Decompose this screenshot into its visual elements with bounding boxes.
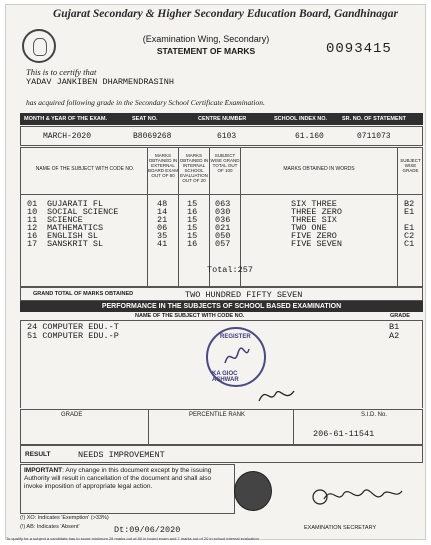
board-name: Gujarat Secondary & Higher Secondary Education Board, Gandhinagar <box>52 8 399 20</box>
secretary-signature-icon <box>310 483 406 509</box>
internal-header: MARKS OBTAINED IN INTERNAL SCHOOL EVALUATION OUT OF 20 <box>179 153 209 183</box>
school-subjects <box>27 323 119 341</box>
subject-total: 030 <box>215 207 231 217</box>
subject-name: SCIENCE <box>47 215 83 225</box>
month-year: MARCH-2020 <box>43 132 92 141</box>
result-row <box>20 445 423 463</box>
external-mark: 35 <box>157 231 168 241</box>
school-based-header <box>20 312 423 321</box>
marks-words: THREE SIX <box>291 215 337 225</box>
subject-total: 063 <box>215 199 231 209</box>
subject-grade: E1 <box>404 223 415 233</box>
xo-note: (!) XO: Indicates 'Exemption' (>33%) <box>20 515 109 521</box>
internal-mark: 16 <box>187 239 198 249</box>
marks-words: SIX THREE <box>291 199 337 209</box>
marksheet <box>5 4 426 540</box>
ab-note: (!) AB: Indicates 'Absent' <box>20 524 80 530</box>
principal-signature-icon <box>256 383 298 407</box>
overall-grade-label: GRADE <box>61 412 83 418</box>
subject-total: 057 <box>215 239 231 249</box>
school-subject-header: NAME OF THE SUBJECT WITH CODE NO. <box>135 313 245 319</box>
statement-title: STATEMENT OF MARKS <box>156 46 256 56</box>
internal-mark: 15 <box>187 231 198 241</box>
subject-code: 17 <box>27 239 38 249</box>
grand-total-value: TWO HUNDRED FIFTY SEVEN <box>185 290 303 300</box>
subject-name: GUJARATI FL <box>47 199 104 209</box>
exam-info-header <box>20 113 423 125</box>
marks-table <box>20 147 423 287</box>
school-grade-header: GRADE <box>390 313 410 319</box>
seat-no-header: SEAT NO. <box>132 116 158 122</box>
important-notice <box>20 464 235 514</box>
internal-mark: 15 <box>187 223 198 233</box>
examination-secretary: EXAMINATION SECRETARY <box>304 525 377 531</box>
internal-marks <box>187 200 197 248</box>
stamp-bottom-text: KA GIOC ASHWAR <box>212 371 239 383</box>
grand-total-label: GRAND TOTAL OF MARKS OBTAINED <box>33 291 134 297</box>
subject-name: SANSKRIT SL <box>47 239 104 249</box>
subject-name: MATHEMATICS <box>47 223 104 233</box>
school-subject-name: COMPUTER EDU.-P <box>42 331 119 341</box>
school-based-title: PERFORMANCE IN THE SUBJECTS OF SCHOOL BASED EXAMINATION <box>20 301 423 312</box>
total-label: Total <box>207 265 233 275</box>
internal-mark: 16 <box>187 207 198 217</box>
subject-total: 050 <box>215 231 231 241</box>
subject-grades <box>404 200 414 248</box>
school-subject-name: COMPUTER EDU.-T <box>42 322 119 332</box>
centre-number-header: CENTRE NUMBER <box>198 116 247 122</box>
external-mark: 48 <box>157 199 168 209</box>
subject-grade: E1 <box>404 207 415 217</box>
school-index-header: SCHOOL INDEX NO. <box>274 116 328 122</box>
school-stamp <box>206 327 266 387</box>
subject-codes <box>27 200 37 248</box>
serial-number: 0093415 <box>326 41 392 57</box>
examination-wing: (Examination Wing, Secondary) <box>142 34 270 44</box>
subject-code: 12 <box>27 223 38 233</box>
sid-value: 206-61-11541 <box>313 429 375 439</box>
external-mark: 06 <box>157 223 168 233</box>
exam-info-values <box>20 126 423 146</box>
stamp-top-text: REGISTER <box>220 334 251 340</box>
certify-intro: This is to certify that <box>26 67 97 77</box>
seat-no: B8069268 <box>133 132 172 141</box>
grade-header: SUBJECT WISE GRADE <box>400 158 421 173</box>
external-mark: 21 <box>157 215 168 225</box>
subject-names <box>47 200 118 248</box>
grand-total <box>20 287 423 301</box>
board-emblem-icon <box>22 29 56 63</box>
stamp-signature-icon <box>222 343 252 369</box>
subject-total: 021 <box>215 223 231 233</box>
school-subject-row <box>27 332 119 341</box>
subject-code: 16 <box>27 231 38 241</box>
total-value: 257 <box>237 265 253 275</box>
external-header: MARKS OBTAINED IN EXTERNAL BOARD EXAM OUT OF 80 <box>148 153 179 178</box>
school-grade: A2 <box>389 331 400 341</box>
hologram-icon <box>234 471 272 511</box>
marks-in-words <box>291 200 342 248</box>
marks-words: FIVE SEVEN <box>291 239 343 249</box>
external-mark: 14 <box>157 207 168 217</box>
divider <box>148 410 149 444</box>
school-subject-code: 51 <box>27 331 38 341</box>
school-grades <box>389 323 399 341</box>
school-index: 61.160 <box>295 132 324 141</box>
subject-grade: C2 <box>404 231 415 241</box>
words-header: MARKS OBTAINED IN WORDS <box>283 166 355 172</box>
important-label: IMPORTANT <box>24 467 63 474</box>
qualification-footnote: To qualify for a subject a candidate has to score minimum 28 marks out of 80 in board exam and 7 marks out of 20 in school internal evaluation <box>6 536 259 541</box>
divider <box>21 194 422 195</box>
subject-grade: C1 <box>404 239 415 249</box>
candidate-name: YADAV JANKIBEN DHARMENDRASINH <box>26 77 174 87</box>
subject-name: SOCIAL SCIENCE <box>47 207 119 217</box>
subject-code: 11 <box>27 215 38 225</box>
external-mark: 41 <box>157 239 168 249</box>
divider <box>293 410 294 444</box>
marks-words: TWO ONE <box>291 223 327 233</box>
issue-date: Dt:09/06/2020 <box>114 525 181 535</box>
total-header: SUBJECT WISE GRAND TOTAL OUT OF 100 <box>210 153 240 173</box>
centre-number: 6103 <box>217 132 237 141</box>
subject-code: 01 <box>27 199 38 209</box>
total-row: Total:257 <box>207 265 253 275</box>
result-value: NEEDS IMPROVEMENT <box>78 450 165 460</box>
internal-mark: 15 <box>187 199 198 209</box>
important-text: : Any change in this document except by the issuing Authority will result in cancellation of the document and shall also invoke imposition of appropriate legal action. <box>24 467 212 490</box>
external-marks <box>157 200 167 248</box>
subject-code: 10 <box>27 207 38 217</box>
percentile-label: PERCENTILE RANK <box>189 412 246 418</box>
marks-words: THREE ZERO <box>291 207 343 217</box>
internal-mark: 15 <box>187 215 198 225</box>
marks-words: FIVE ZERO <box>291 231 337 241</box>
acquired-text: has acquired following grade in the Secondary School Certificate Examination. <box>26 98 265 107</box>
subject-header: NAME OF THE SUBJECT WITH CODE NO. <box>35 166 135 172</box>
result-label: RESULT <box>25 451 51 458</box>
school-grade: B1 <box>389 322 400 332</box>
statement-sr-header: SR. NO. OF STATEMENT <box>342 116 406 122</box>
subject-grade: B2 <box>404 199 415 209</box>
subject-name: ENGLISH SL <box>47 231 99 241</box>
statement-sr-no: 0711073 <box>357 132 391 141</box>
school-subject-code: 24 <box>27 322 38 332</box>
summary-row <box>20 409 423 445</box>
month-year-header: MONTH & YEAR OF THE EXAM. <box>24 116 108 122</box>
subject-total: 036 <box>215 215 231 225</box>
subject-totals <box>215 200 230 248</box>
sid-label: S.I.D. No. <box>361 412 388 418</box>
